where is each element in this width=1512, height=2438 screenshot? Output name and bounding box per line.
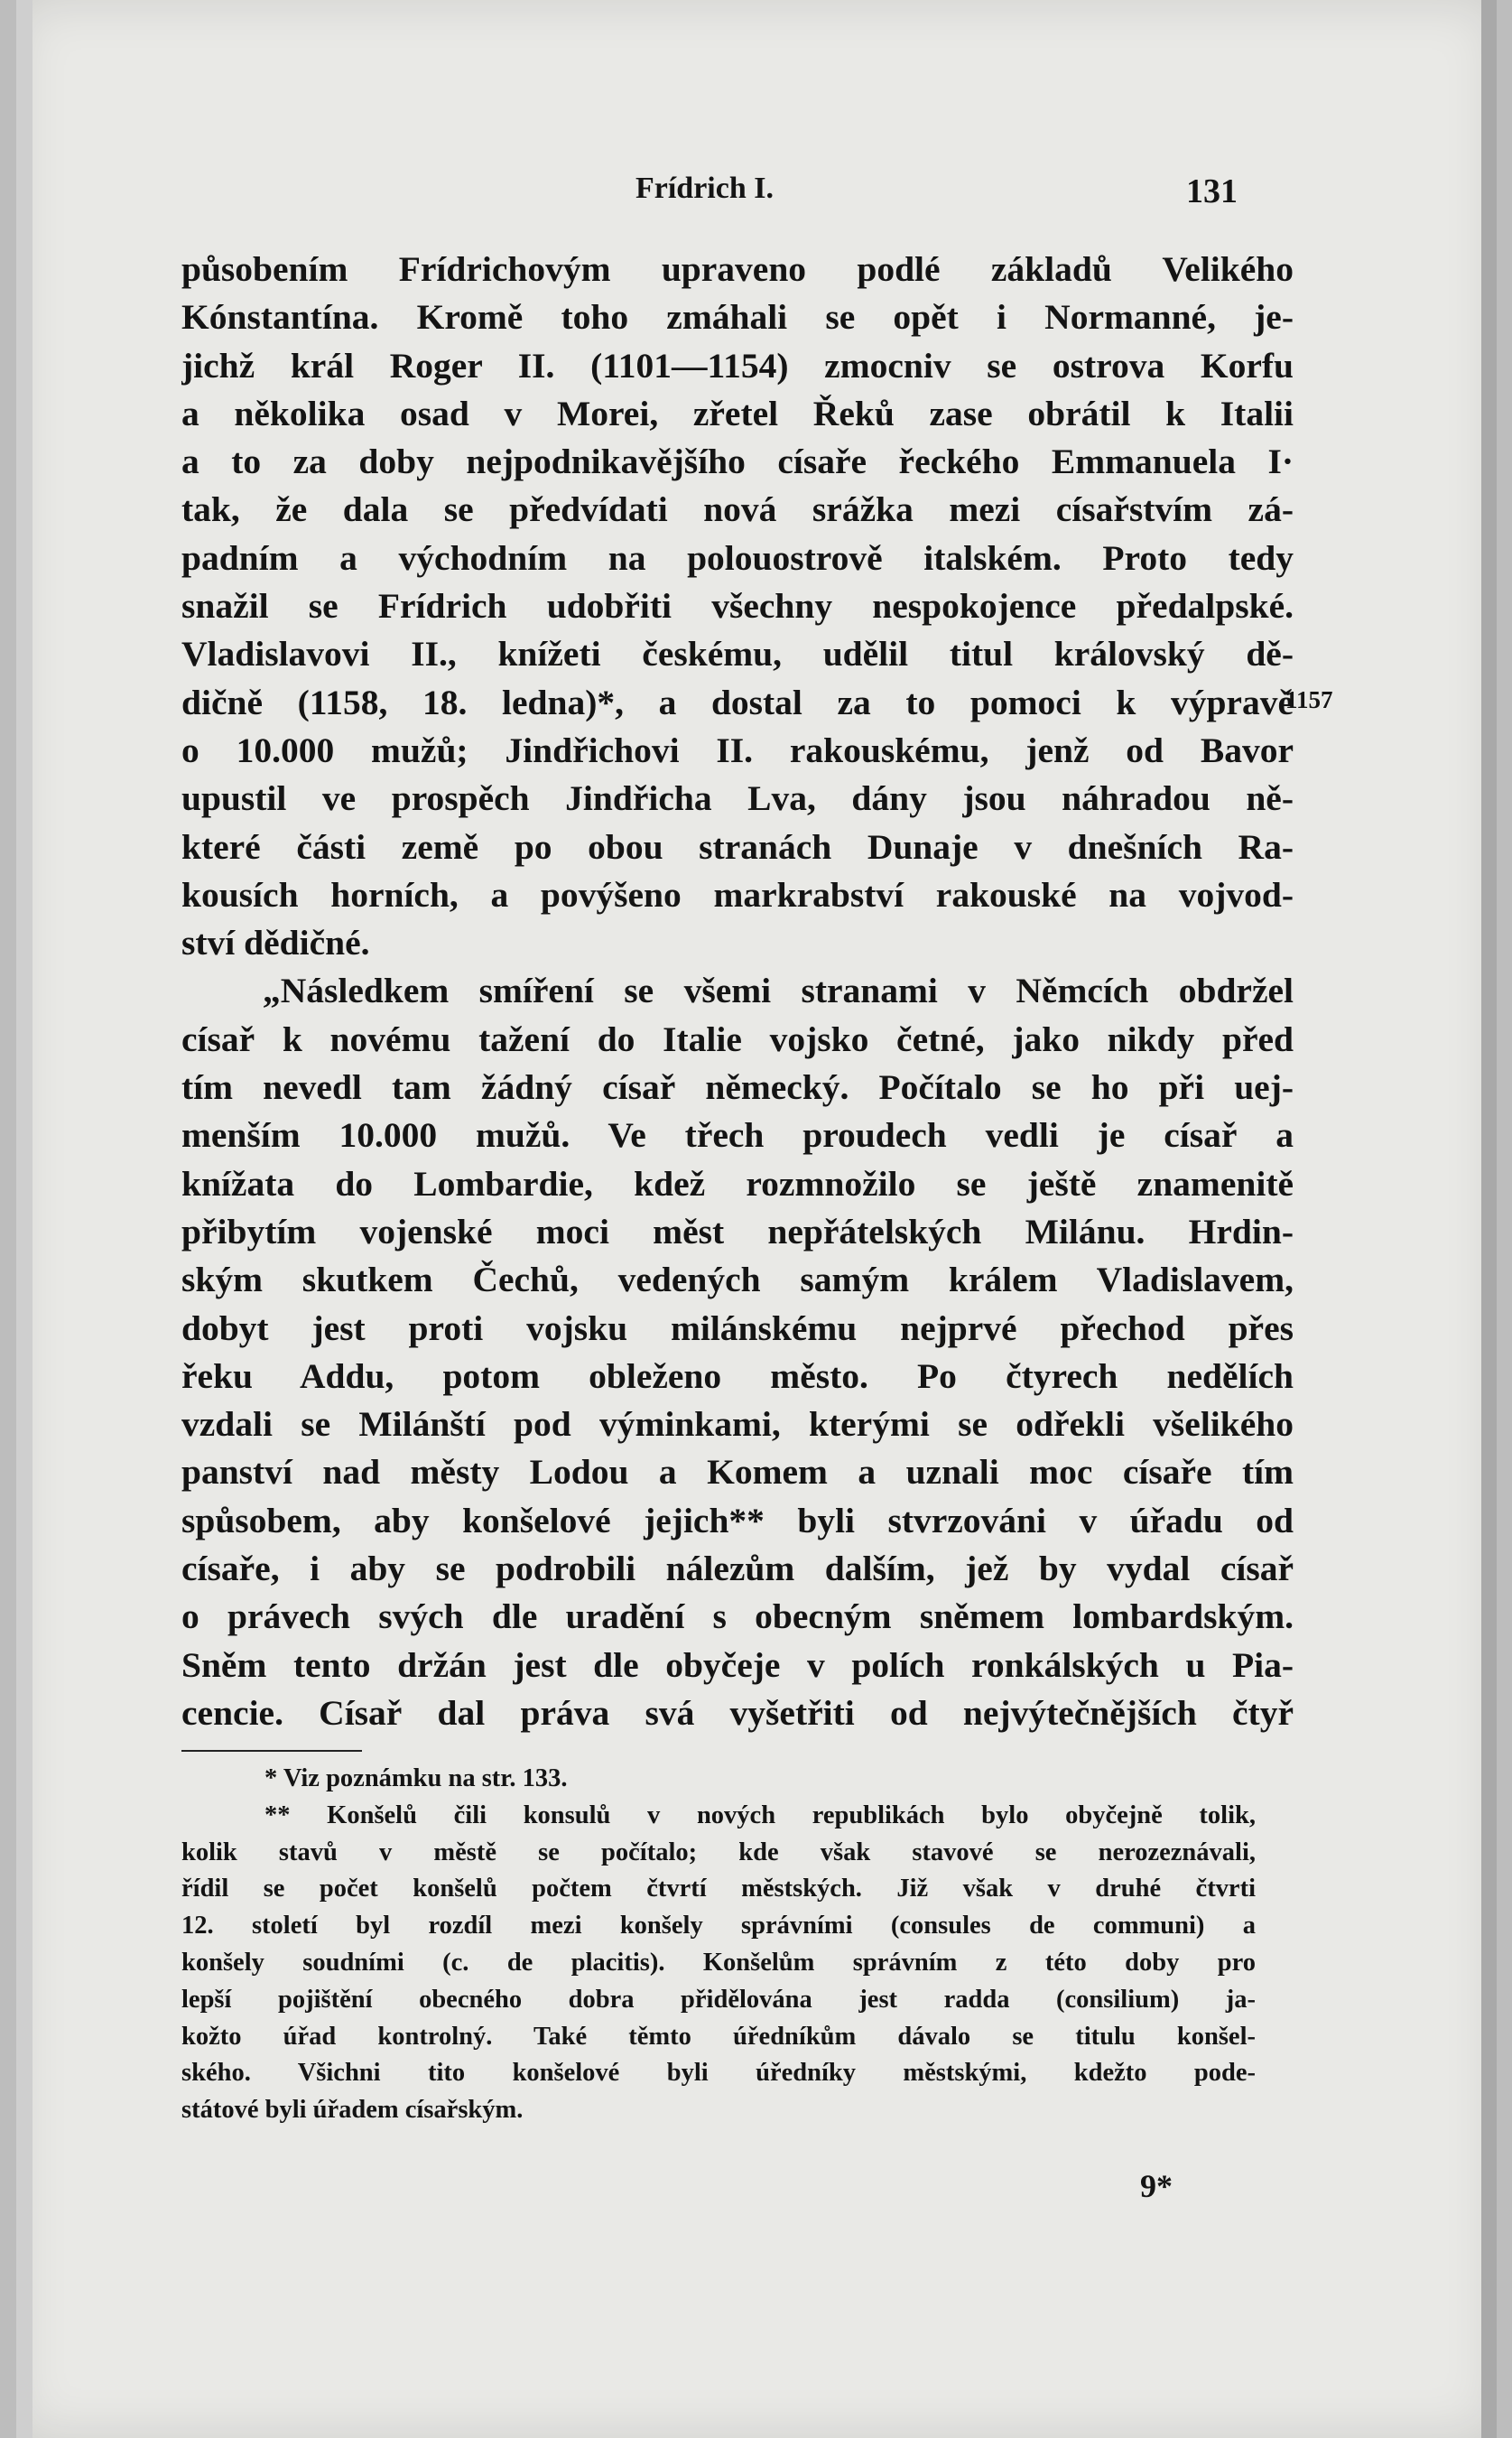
body-text xyxy=(181,246,1294,1737)
body-line: řeku Addu, potom obleženo město. Po čtyrech nedělích xyxy=(181,1355,1294,1396)
footnote-line: kožto úřad kontrolný. Také těmto úředníkům dávalo se titulu konšel- xyxy=(181,2022,1256,2051)
footnote-line: lepší pojištění obecného dobra přidělována jest radda (consilium) ja- xyxy=(181,1985,1256,2014)
footnote-line: kolik stavů v městě se počítalo; kde však stavové se nerozeznávali, xyxy=(181,1838,1256,1866)
body-line: dičně (1158, 18. ledna)*, a dostal za to pomoci k výpravě xyxy=(181,682,1294,722)
body-line: knížata do Lombardie, kdež rozmnožilo se ještě znamenitě xyxy=(181,1163,1294,1204)
body-line: upustil ve prospěch Jindřicha Lva, dány jsou náhradou ně- xyxy=(181,778,1294,819)
footnote-line: * Viz poznámku na str. 133. xyxy=(264,1764,568,1792)
body-line: panství nad městy Lodou a Komem a uznali moc císaře tím xyxy=(181,1452,1294,1493)
body-line: jichž král Roger II. (1101—1154) zmocniv se ostrova Korfu xyxy=(181,345,1294,386)
body-line: a to za doby nejpodnikavějšího císaře řeckého Emmanuela I· xyxy=(181,442,1294,482)
body-line: působením Frídrichovým upraveno podlé základů Velikého xyxy=(181,249,1294,289)
body-line: císaře, i aby se podrobili nálezům dalším, jež by vydal císař xyxy=(181,1549,1294,1589)
body-line: dobyt jest proti vojsku milánskému nejprvé přechod přes xyxy=(181,1307,1294,1348)
body-line: o 10.000 mužů; Jindřichovi II. rakouskému, jenž od Bavor xyxy=(181,730,1294,770)
scan-edge-left xyxy=(16,0,32,2438)
body-line: ským skutkem Čechů, vedených samým králem Vladislavem, xyxy=(181,1260,1294,1300)
body-line: spůsobem, aby konšelové jejich** byli stvrzováni v úřadu od xyxy=(181,1500,1294,1540)
body-line: o právech svých dle uradění s obecným sněmem lombardským. xyxy=(181,1596,1294,1637)
signature-mark: 9* xyxy=(1140,2168,1173,2204)
footnote-line: řídil se počet konšelů počtem čtvrtí městských. Již však v druhé čtvrti xyxy=(181,1875,1256,1903)
body-line: cencie. Císař dal práva svá vyšetřiti od nejvýtečnějších čtyř xyxy=(181,1692,1294,1733)
body-line: vzdali se Milánští pod výminkami, kterými se odřekli všelikého xyxy=(181,1404,1294,1445)
body-line: ství dědičné. xyxy=(181,923,370,963)
body-line: snažil se Frídrich udobřiti všechny nespokojence předalpské. xyxy=(181,586,1294,627)
body-line: přibytím vojenské moci měst nepřátelských Milánu. Hrdin- xyxy=(181,1211,1294,1252)
footnote-rule xyxy=(181,1750,362,1752)
running-head: Frídrich I. xyxy=(635,172,774,205)
body-line: císař k novému tažení do Italie vojsko četné, jako nikdy před xyxy=(181,1019,1294,1059)
body-line: které části země po obou stranách Dunaje v dnešních Ra- xyxy=(181,826,1294,867)
footnotes xyxy=(181,1761,1256,2129)
body-line: padním a východním na polouostrově italském. Proto tedy xyxy=(181,537,1294,578)
margin-year-note: 1157 xyxy=(1285,686,1333,713)
footnote-line: 12. století byl rozdíl mezi konšely správními (consules de communi) a xyxy=(181,1912,1256,1940)
footnote-line: ** Konšelů čili konsulů v nových republikách bylo obyčejně tolik, xyxy=(264,1801,1256,1829)
body-line: tím nevedl tam žádný císař německý. Počítalo se ho při uej- xyxy=(181,1067,1294,1108)
footnote-line: ského. Všichni tito konšelové byli úředníky městskými, kdežto pode- xyxy=(181,2059,1256,2088)
scan-edge-right xyxy=(1481,0,1497,2438)
page-number: 131 xyxy=(1186,172,1238,210)
body-line: Kónstantína. Kromě toho zmáhali se opět i Normanné, je- xyxy=(181,297,1294,338)
body-line: „Následkem smíření se všemi stranami v Němcích obdržel xyxy=(263,971,1294,1011)
body-line: Vladislavovi II., knížeti českému, udělil titul královský dě- xyxy=(181,634,1294,675)
footnote-line: konšely soudními (c. de placitis). Konšelům správním z této doby pro xyxy=(181,1948,1256,1977)
footnote-line: státové byli úřadem císařským. xyxy=(181,2096,524,2125)
body-line: Sněm tento držán jest dle obyčeje v polích ronkálských u Pia- xyxy=(181,1644,1294,1685)
body-line: menším 10.000 mužů. Ve třech proudech vedli je císař a xyxy=(181,1115,1294,1156)
book-page xyxy=(16,0,1497,2438)
body-line: a několika osad v Morei, zřetel Řeků zase obrátil k Italii xyxy=(181,393,1294,433)
body-line: tak, že dala se předvídati nová srážka mezi císařstvím zá- xyxy=(181,489,1294,530)
body-line: kousích horních, a povýšeno markrabství rakouské na vojvod- xyxy=(181,874,1294,915)
